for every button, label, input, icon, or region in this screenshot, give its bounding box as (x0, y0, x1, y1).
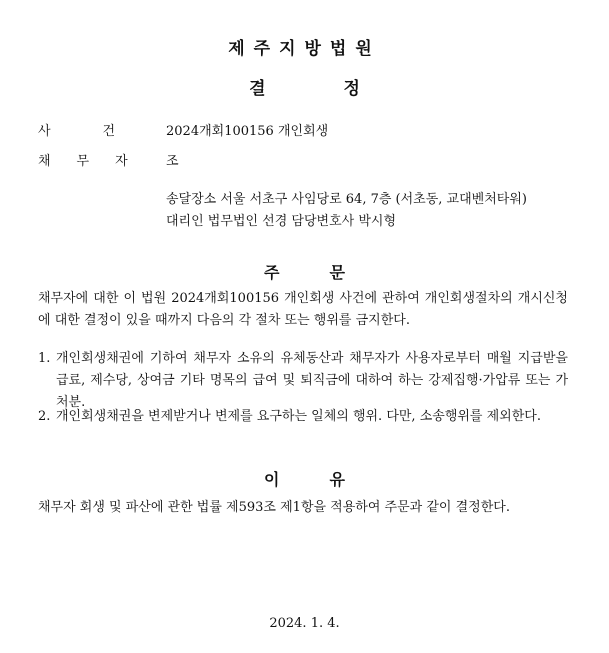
order-item-text: 개인회생채권에 기하여 채무자 소유의 유체동산과 채무자가 사용자로부터 매월 지급받을 급료, 제수당, 상여금 기타 명목의 급여 및 퇴직금에 대하여 하는 강제집행·가압류 또는 가처분. (56, 351, 568, 410)
legal-representative: 대리인 법무법인 선경 담당변호사 박시형 (166, 214, 397, 229)
court-name: 제주지방법원 (228, 39, 381, 59)
decision-date: 2024. 1. 4. (269, 616, 340, 631)
order-paragraph: 채무자에 대한 이 법원 2024개회100156 개인회생 사건에 관하여 개인회생절차의 개시신청에 대한 결정이 있을 때까지 다음의 각 절차 또는 행위를 금지한다. (38, 291, 568, 328)
debtor-name: 조 (166, 154, 179, 169)
order-item-number: 1. (38, 351, 51, 366)
case-number: 2024개회100156 개인회생 (166, 124, 329, 139)
document-type: 결정 (249, 79, 438, 99)
debtor-label: 채무자 (38, 154, 154, 169)
service-address: 송달장소 서울 서초구 사임당로 64, 7층 (서초동, 교대벤처타워) (166, 192, 527, 207)
reason-paragraph: 채무자 회생 및 파산에 관한 법률 제593조 제1항을 적용하여 주문과 같이 결정한다. (38, 500, 510, 515)
order-item-2 (38, 406, 568, 428)
order-item-text: 개인회생채권을 변제받거나 변제를 요구하는 일체의 행위. 다만, 소송행위를 제외한다. (56, 409, 541, 424)
case-label: 사건 (38, 124, 168, 139)
order-item-1 (38, 348, 568, 414)
order-item-number: 2. (38, 409, 51, 424)
reason-heading: 이유 (264, 470, 395, 489)
order-heading: 주문 (264, 263, 395, 282)
